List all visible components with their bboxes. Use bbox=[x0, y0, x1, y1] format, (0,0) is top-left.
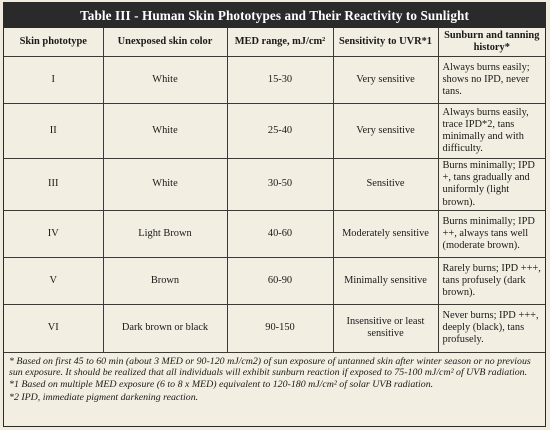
table-row bbox=[4, 57, 545, 104]
cell-history: Burns minimally; IPD +, tans gradually and uniformly (light brown). bbox=[438, 159, 545, 211]
cell-med-range: 30-50 bbox=[227, 159, 333, 211]
header-med-range: MED range, mJ/cm² bbox=[227, 28, 333, 57]
header-phototype: Skin phototype bbox=[4, 28, 103, 57]
cell-med-range: 40-60 bbox=[227, 210, 333, 257]
cell-skin-color: Light Brown bbox=[103, 210, 227, 257]
phototype-table bbox=[4, 28, 545, 353]
table-row bbox=[4, 257, 545, 304]
cell-med-range: 90-150 bbox=[227, 304, 333, 352]
cell-skin-color: White bbox=[103, 104, 227, 159]
cell-med-range: 25-40 bbox=[227, 104, 333, 159]
cell-skin-color: Brown bbox=[103, 257, 227, 304]
document-page bbox=[3, 2, 546, 427]
table-row bbox=[4, 304, 545, 352]
footnote-2: *2 IPD, immediate pigment darkening reaction. bbox=[9, 391, 199, 403]
cell-history: Never burns; IPD +++, deeply (black), tans profusely. bbox=[438, 304, 545, 352]
cell-phototype: I bbox=[4, 57, 103, 104]
table-row bbox=[4, 104, 545, 159]
cell-skin-color: White bbox=[103, 159, 227, 211]
footnote-general: * Based on first 45 to 60 min (about 3 MED or 90-120 mJ/cm2) of sun exposure of untanned skin after winter season or no previous sun exposure. It should be realized that all individuals will exhibit sunburn reaction if exposed to 75-100 mJ/cm² of UVB radiation. bbox=[9, 355, 531, 379]
cell-sensitivity: Sensitive bbox=[333, 159, 438, 211]
cell-history: Always burns easily, trace IPD*2, tans minimally and with difficulty. bbox=[438, 104, 545, 159]
cell-sensitivity: Very sensitive bbox=[333, 57, 438, 104]
table-header-row bbox=[4, 28, 545, 57]
cell-med-range: 15-30 bbox=[227, 57, 333, 104]
cell-phototype: II bbox=[4, 104, 103, 159]
cell-history: Rarely burns; IPD +++, tans profusely (dark brown). bbox=[438, 257, 545, 304]
header-skin-color: Unexposed skin color bbox=[103, 28, 227, 57]
cell-phototype: IV bbox=[4, 210, 103, 257]
cell-sensitivity: Very sensitive bbox=[333, 104, 438, 159]
table-row bbox=[4, 210, 545, 257]
cell-skin-color: White bbox=[103, 57, 227, 104]
cell-sensitivity: Moderately sensitive bbox=[333, 210, 438, 257]
footnote-1: *1 Based on multiple MED exposure (6 to 8 x MED) equivalent to 120-180 mJ/cm² of solar UVB radiation. bbox=[9, 379, 434, 391]
header-history: Sunburn and tanning history* bbox=[438, 28, 545, 57]
cell-skin-color: Dark brown or black bbox=[103, 304, 227, 352]
cell-sensitivity: Insensitive or least sensitive bbox=[333, 304, 438, 352]
cell-sensitivity: Minimally sensitive bbox=[333, 257, 438, 304]
table-row bbox=[4, 159, 545, 211]
cell-phototype: V bbox=[4, 257, 103, 304]
footnotes bbox=[4, 353, 545, 403]
cell-phototype: III bbox=[4, 159, 103, 211]
table-title: Table III - Human Skin Phototypes and Their Reactivity to Sunlight bbox=[4, 3, 545, 28]
cell-med-range: 60-90 bbox=[227, 257, 333, 304]
cell-phototype: VI bbox=[4, 304, 103, 352]
cell-history: Burns minimally; IPD ++, always tans well (moderate brown). bbox=[438, 210, 545, 257]
cell-history: Always burns easily; shows no IPD, never tans. bbox=[438, 57, 545, 104]
header-sensitivity: Sensitivity to UVR*1 bbox=[333, 28, 438, 57]
